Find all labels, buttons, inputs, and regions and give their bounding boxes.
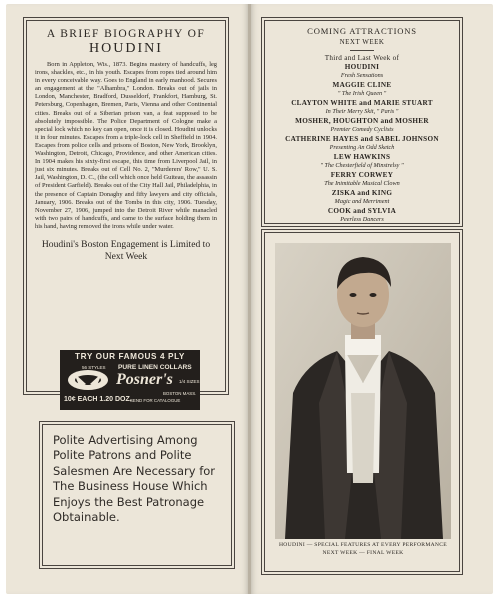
act-name: Third and Last Week of [324, 54, 400, 62]
polite-advertising-text: Polite Advertising Among Polite Patrons and Polite Salesmen Are Necessary for The Business House Which Enjoys the Best Patronage Obtainable. [53, 433, 216, 525]
act-description: The Inimitable Musical Clown [324, 180, 400, 187]
act-name: HOUDINI [344, 63, 380, 71]
act-description: In Their Merry Skit, " Paris " [325, 108, 399, 115]
ad-price: 10¢ EACH 1.20 DOZ. [64, 396, 132, 403]
act-name: ZISKA and KING [331, 189, 393, 197]
next-week-label: NEXT WEEK [339, 38, 385, 46]
portrait-box [264, 232, 460, 572]
act-name: MAGGIE CLINE [332, 81, 392, 89]
portrait-caption: HOUDINI — SPECIAL FEATURES AT EVERY PERFORMANCE NEXT WEEK — FINAL WEEK [278, 542, 448, 556]
acts-list [269, 54, 455, 224]
act-name: COOK and SYLVIA [327, 207, 397, 215]
ad-brand: Posner's [116, 371, 173, 388]
coming-attractions-box [264, 20, 460, 224]
engagement-notice: Houdini's Boston Engagement is Limited to Next Week [41, 238, 211, 262]
ad-headline: TRY OUR FAMOUS 4 PLY [75, 352, 185, 361]
ad-sizes: 1/4 SIZES [179, 379, 200, 384]
act-name: MOSHER, HOUGHTON and MOSHER [295, 117, 429, 125]
act-description: Fresh Sensations [340, 72, 384, 79]
collar-advertisement [60, 350, 200, 410]
biography-name: HOUDINI [89, 41, 163, 56]
act-description: " The Chesterfield of Minstrelsy " [320, 162, 404, 169]
page-gutter [248, 4, 251, 594]
houdini-portrait-image [275, 243, 451, 539]
biography-title: A BRIEF BIOGRAPHY OF [46, 28, 206, 40]
ad-pure-linen: PURE LINEN COLLARS [118, 364, 192, 371]
biography-text: Born in Appleton, Wis., 1873. Begins mastery of handcuffs, leg irons, shackles, etc., in his youth. Escapes from ropes tied around him in every conceivable way. Goes to England in early manhood. Secures an engagement at the "Alhambra," London. Breaks out of jails in London, Manchester, Bradford, Dusseldorf, Frankfort, Hamburg, St. Petersburg, Copenhagen, Bremen, Paris, Vienna and other Continental cities. Breaks out of a Siberian prison van, a feat supposed to be absolutely impossible. The Police Department of Cologne make a special lock which no key can open, once it is closed. Houdini unlocks it in four minutes. Escapes from a triple-lock cell in Sheffield in 1904. Escapes from police cells and prisons of Boston, New York, Brooklyn, Washington, Detroit, Chicago, Providence, and other American cities. In 1904 makes his sixty-first escape, this time from Liverpool Jail, in just six minutes. Breaks out of Cell No. 2, "Murderers' Row," U. S. Jail, Washington, D. C., (the cell which once held Guiteau, the assassin of President Garfield). Breaks out of the City Hall Jail, Philadelphia, in the presence of Captain Donaghy and fifty lawyers and city officials, January, 1906. Breaks out of the Tombs in this city, 1906. Tuesday, November 27, 1906, jumped into the Detroit River while manacled with two pairs of handcuffs, and came to the surface holding them in his hand, having removed the irons while under water. [35, 61, 217, 230]
ad-catalogue: SEND FOR CATALOGUE [130, 398, 181, 403]
act-name: FERRY CORWEY [330, 171, 394, 179]
ad-styles: 56 STYLES [82, 365, 106, 370]
act-description: Peerless Dancers [340, 216, 384, 223]
act-description: Magic and Merriment [334, 198, 390, 205]
act-description: Premier Comedy Cyclists [330, 126, 394, 133]
coming-attractions-title: COMING ATTRACTIONS [307, 26, 417, 36]
polite-advertising-box [42, 424, 232, 566]
act-name: LEW HAWKINS [333, 153, 391, 161]
divider-rule [350, 50, 374, 51]
ad-boston: BOSTON MASS. [163, 391, 197, 396]
act-name: CLAYTON WHITE and MARIE STUART [291, 99, 433, 107]
act-name: CATHERINE HAYES and SABEL JOHNSON [285, 135, 439, 143]
act-description: Presenting An Odd Sketch [329, 144, 395, 151]
act-description: " The Irish Queen " [337, 90, 387, 97]
biography-box [26, 20, 226, 392]
